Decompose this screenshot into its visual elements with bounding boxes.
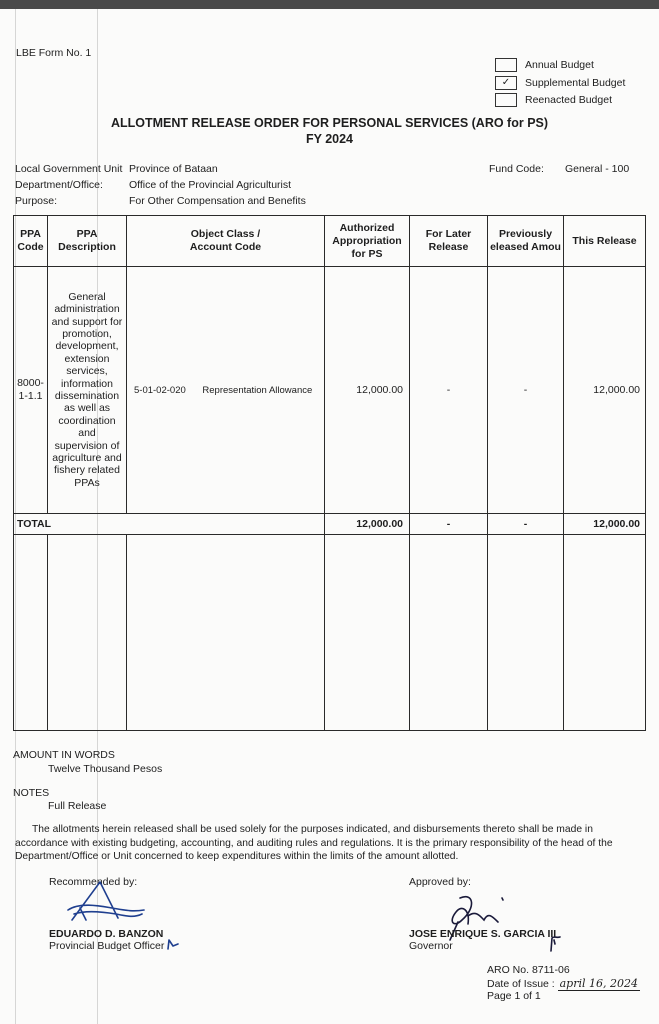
blank-cell (14, 535, 48, 731)
lgu-value: Province of Bataan (129, 163, 218, 175)
fiscal-year: FY 2024 (305, 132, 354, 146)
approved-by-name: JOSE ENRIQUE S. GARCIA III (409, 928, 557, 940)
cell-for-later-release: - (410, 267, 488, 514)
header-line: PPA (20, 228, 41, 240)
checkbox-reenacted[interactable] (495, 93, 517, 107)
recommended-by-label: Recommended by: (49, 876, 138, 888)
date-of-issue-label: Date of Issue : (487, 978, 555, 990)
budget-type-annual[interactable] (495, 58, 594, 72)
purpose-value: For Other Compensation and Benefits (129, 195, 306, 207)
blank-row (14, 535, 646, 731)
header-line: Authorized (339, 221, 395, 234)
account-code: 5-01-02-020 (134, 384, 186, 396)
total-spacer (127, 514, 325, 535)
budget-type-supplemental[interactable] (495, 76, 625, 90)
approved-by-label: Approved by: (409, 876, 471, 888)
total-for-later-release: - (410, 514, 488, 535)
aro-number (487, 964, 570, 976)
account-name: Representation Allowance (202, 384, 313, 396)
budget-type-label: Annual Budget (525, 59, 594, 71)
header-line: Code (17, 241, 44, 253)
blank-cell (488, 535, 564, 731)
blank-cell (410, 535, 488, 731)
fund-code-value: General - 100 (565, 163, 630, 175)
purpose-label: Purpose: (15, 195, 58, 207)
department-label: Department/Office: (15, 179, 103, 191)
cell-authorized: 12,000.00 (325, 267, 410, 514)
header-line: Appropriation (332, 234, 402, 247)
table-row (14, 267, 646, 514)
total-label: TOTAL (14, 514, 127, 535)
signature-banzon-icon (60, 880, 160, 930)
col-header-for-later-release (410, 216, 488, 267)
budget-type-label: Supplemental Budget (525, 77, 626, 89)
blank-cell (48, 535, 127, 731)
allotment-table (13, 215, 646, 731)
initial-mark-icon (166, 938, 180, 950)
cell-ppa-description: General administration and support for promotion, development, extension services, information dissemination as well as coordination and supervision of agriculture and fishery related PPAs (48, 267, 127, 514)
cell-object-class (127, 267, 325, 514)
blank-cell (325, 535, 410, 731)
form-number: LBE Form No. 1 (16, 47, 92, 59)
amount-in-words-value: Twelve Thousand Pesos (48, 763, 163, 775)
page-indicator: Page 1 of 1 (487, 990, 541, 1002)
header-line: eleased Amou (490, 241, 561, 253)
header-line: Description (58, 241, 116, 253)
approved-by-position: Governor (409, 940, 453, 952)
header-line: Release (428, 241, 469, 253)
header-line: Account Code (189, 241, 262, 253)
date-of-issue (487, 977, 640, 990)
col-header-this-release: This Release (564, 216, 646, 267)
col-header-object-class (127, 216, 325, 267)
blank-cell (127, 535, 325, 731)
fund-code-label: Fund Code: (489, 163, 544, 175)
lgu-label: Local Government Unit (15, 163, 123, 175)
document-title: ALLOTMENT RELEASE ORDER FOR PERSONAL SERVICES (ARO for PS) (110, 116, 549, 130)
disclaimer-paragraph: The allotments herein released shall be used solely for the purposes indicated, and disbursements thereto shall be made in accordance with existing budgeting, accounting, and auditing rules and regulations. It is the primary responsibility of the head of the Department/Office or Unit concerned to keep expenditures within the limits of the amount allotted. (15, 824, 613, 862)
checkbox-supplemental-checked[interactable]: ✓ (495, 76, 517, 90)
cell-ppa-code: 8000-1-1.1 (14, 267, 48, 514)
total-authorized: 12,000.00 (325, 514, 410, 535)
notes-label: NOTES (13, 787, 50, 799)
department-value: Office of the Provincial Agriculturist (129, 179, 292, 191)
header-line: Object Class / (190, 228, 261, 240)
col-header-previously-released (488, 216, 564, 267)
recommended-by-position: Provincial Budget Officer (49, 940, 165, 952)
aro-number-value: 8711-06 (531, 964, 570, 976)
total-row (14, 514, 646, 535)
col-header-ppa-code (14, 216, 48, 267)
header-line: Previously (498, 228, 553, 240)
budget-type-label: Reenacted Budget (525, 94, 612, 106)
notes-value: Full Release (48, 800, 107, 812)
header-line: For Later (425, 228, 472, 240)
total-this-release: 12,000.00 (564, 514, 646, 535)
total-previously-released: - (488, 514, 564, 535)
cell-previously-released: - (488, 267, 564, 514)
scan-top-edge (0, 0, 659, 9)
cell-this-release: 12,000.00 (564, 267, 646, 514)
amount-in-words-label: AMOUNT IN WORDS (13, 749, 115, 761)
aro-number-label: ARO No. (487, 964, 530, 976)
recommended-by-name: EDUARDO D. BANZON (49, 928, 164, 940)
header-line: PPA (76, 228, 98, 240)
blank-cell (564, 535, 646, 731)
col-header-ppa-description (48, 216, 127, 267)
checkbox-annual[interactable] (495, 58, 517, 72)
date-of-issue-value: april 16, 2024 (559, 977, 638, 990)
initial-mark-icon (548, 934, 562, 952)
col-header-authorized (325, 216, 410, 267)
budget-type-reenacted[interactable] (495, 93, 612, 107)
table-header-row (14, 216, 646, 267)
header-line: for PS (351, 247, 383, 260)
